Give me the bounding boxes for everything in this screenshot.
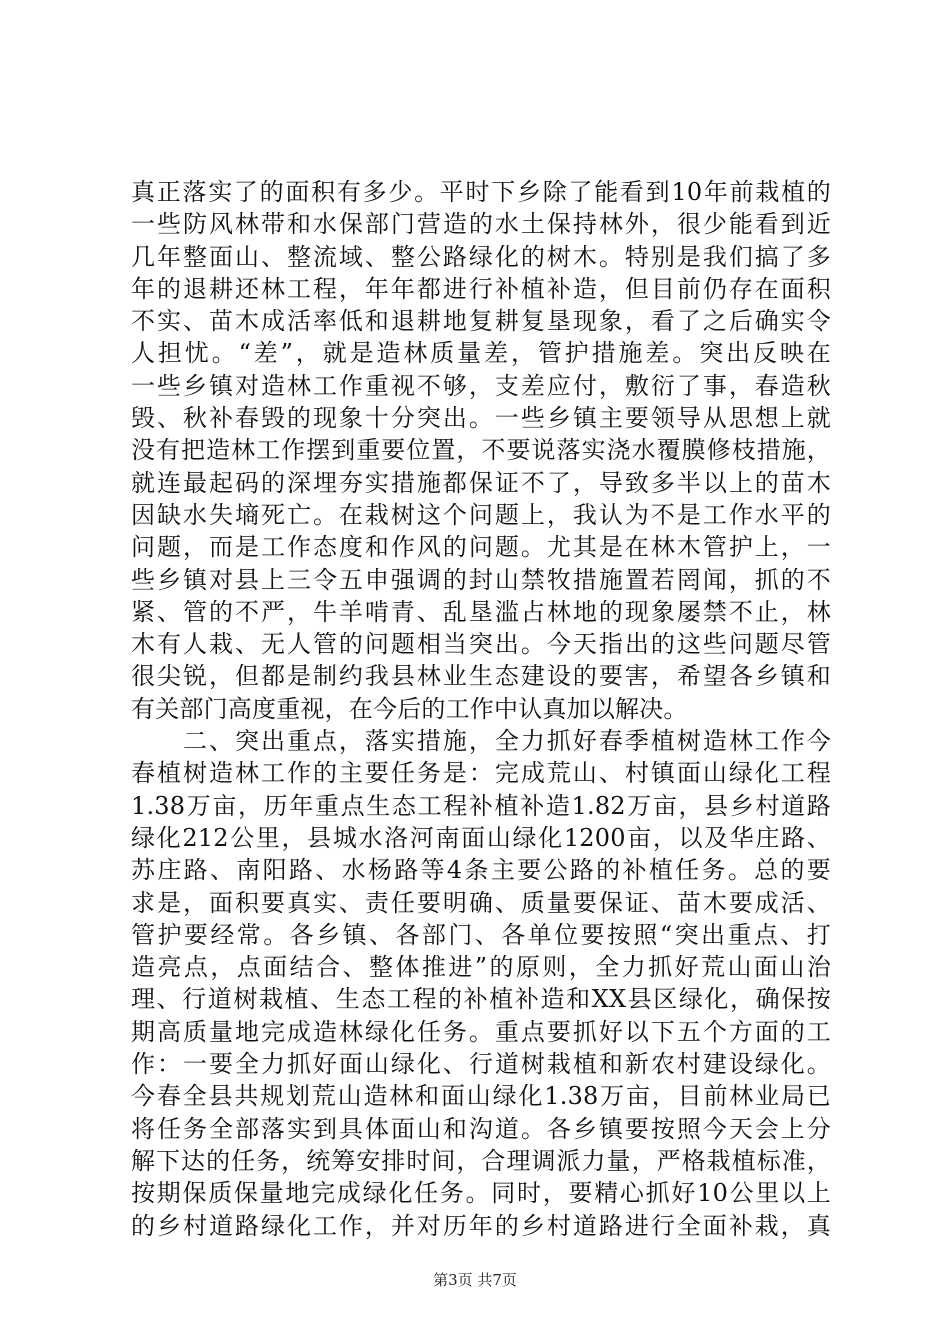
section-heading-line: 二、突出重点，落实措施，全力抓好春季植树造林工作今 <box>131 727 831 756</box>
text-line: 紧、管的不严，牛羊啃青、乱垦滥占林地的现象屡禁不止，林 <box>131 597 831 626</box>
text-line: 求是，面积要真实、责任要明确、质量要保证、苗木要成活、 <box>131 888 831 917</box>
text-line: 就连最起码的深埋夯实措施都保证不了，导致多半以上的苗木 <box>131 468 831 497</box>
body-text <box>131 176 831 1242</box>
text-line: 期高质量地完成造林绿化任务。重点要抓好以下五个方面的工 <box>131 1017 831 1046</box>
text-line: 管护要经常。各乡镇、各部门、各单位要按照“突出重点、打 <box>131 920 831 949</box>
text-line: 年的退耕还林工程，年年都进行补植补造，但目前仍存在面积 <box>131 274 831 303</box>
text-line: 1.38万亩，历年重点生态工程补植补造1.82万亩，县乡村道路 <box>131 791 831 820</box>
text-line: 没有把造林工作摆到重要位置，不要说落实浇水覆膜修枝措施， <box>131 436 831 465</box>
text-line: 木有人栽、无人管的问题相当突出。今天指出的这些问题尽管 <box>131 630 831 659</box>
page-number-footer: 第3页 共7页 <box>433 1271 517 1289</box>
text-line: 真正落实了的面积有多少。平时下乡除了能看到10年前栽植的 <box>131 178 831 206</box>
text-line: 问题，而是工作态度和作风的问题。尤其是在林木管护上，一 <box>131 533 831 562</box>
text-line: 人担忧。“差”，就是造林质量差，管护措施差。突出反映在 <box>131 339 831 368</box>
text-line: 不实、苗木成活率低和退耕地复耕复垦现象，看了之后确实令 <box>131 307 831 336</box>
text-line: 的乡村道路绿化工作，并对历年的乡村道路进行全面补栽，真 <box>131 1211 831 1240</box>
text-line: 将任务全部落实到具体面山和沟道。各乡镇要按照今天会上分 <box>131 1114 831 1143</box>
text-line: 解下达的任务，统筹安排时间，合理调派力量，严格栽植标准， <box>131 1146 831 1175</box>
text-line: 作：一要全力抓好面山绿化、行道树栽植和新农村建设绿化。 <box>131 1050 831 1079</box>
text-line: 今春全县共规划荒山造林和面山绿化1.38万亩，目前林业局已 <box>131 1082 831 1111</box>
text-line: 苏庄路、南阳路、水杨路等4条主要公路的补植任务。总的要 <box>131 856 831 885</box>
text-line: 很尖锐，但都是制约我县林业生态建设的要害，希望各乡镇和 <box>131 662 831 691</box>
text-line: 绿化212公里，县城水洛河南面山绿化1200亩，以及华庄路、 <box>131 823 831 852</box>
text-line: 些乡镇对县上三令五申强调的封山禁牧措施置若罔闻，抓的不 <box>131 565 831 594</box>
text-line: 理、行道树栽植、生态工程的补植补造和XX县区绿化，确保按 <box>131 985 831 1014</box>
text-line: 造亮点，点面结合、整体推进”的原则，全力抓好荒山面山治 <box>131 953 831 982</box>
text-line: 一些防风林带和水保部门营造的水土保持林外，很少能看到近 <box>131 210 831 239</box>
text-line: 毁、秋补春毁的现象十分突出。一些乡镇主要领导从思想上就 <box>131 404 831 433</box>
text-line: 按期保质保量地完成绿化任务。同时，要精心抓好10公里以上 <box>131 1179 831 1208</box>
text-line: 几年整面山、整流域、整公路绿化的树木。特别是我们搞了多 <box>131 242 831 271</box>
text-line: 一些乡镇对造林工作重视不够，支差应付，敷衍了事，春造秋 <box>131 371 831 400</box>
text-line: 因缺水失墒死亡。在栽树这个问题上，我认为不是工作水平的 <box>131 500 831 529</box>
text-line: 春植树造林工作的主要任务是：完成荒山、村镇面山绿化工程 <box>131 759 831 788</box>
paragraph-end-line: 有关部门高度重视，在今后的工作中认真加以解决。 <box>131 694 688 723</box>
